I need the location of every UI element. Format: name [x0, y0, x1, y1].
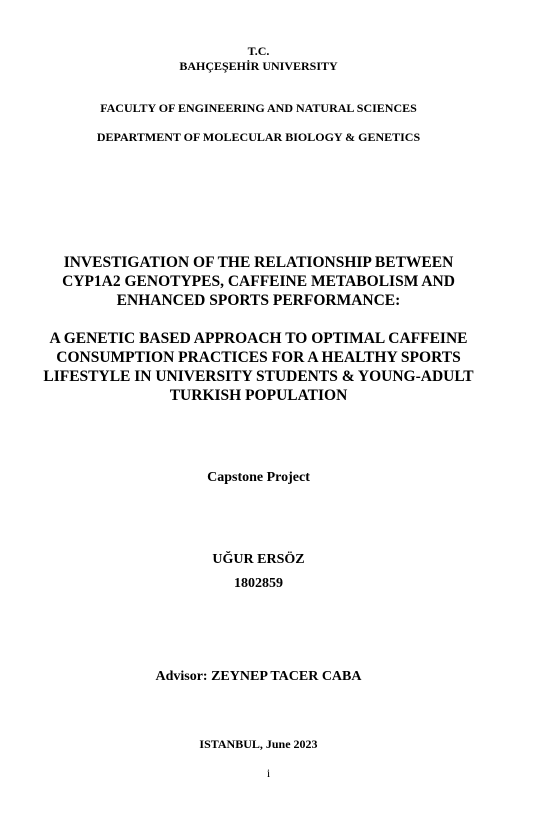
author-name: UĞUR ERSÖZ	[212, 552, 305, 567]
department-name: DEPARTMENT OF MOLECULAR BIOLOGY & GENETICS	[96, 130, 421, 144]
subtitle-line: LIFESTYLE IN UNIVERSITY STUDENTS & YOUNG-ADULT	[43, 368, 474, 385]
title-line: INVESTIGATION OF THE RELATIONSHIP BETWEEN	[63, 254, 454, 271]
university-name: BAHÇEŞEHİR UNIVERSITY	[179, 59, 338, 73]
student-id: 1802859	[234, 576, 283, 591]
place-date: ISTANBUL, June 2023	[199, 737, 318, 751]
advisor: Advisor: ZEYNEP TACER CABA	[155, 669, 362, 684]
project-type: Capstone Project	[207, 470, 310, 485]
subtitle-line: CONSUMPTION PRACTICES FOR A HEALTHY SPORTS	[56, 349, 461, 366]
subtitle-line: TURKISH POPULATION	[169, 387, 348, 404]
subtitle-line: A GENETIC BASED APPROACH TO OPTIMAL CAFFEINE	[49, 330, 468, 347]
page-number: i	[266, 766, 271, 780]
tc-label: T.C.	[247, 44, 270, 58]
faculty-name: FACULTY OF ENGINEERING AND NATURAL SCIENCES	[100, 101, 417, 115]
title-line: CYP1A2 GENOTYPES, CAFFEINE METABOLISM AND	[62, 273, 455, 290]
title-line: ENHANCED SPORTS PERFORMANCE:	[116, 292, 401, 309]
